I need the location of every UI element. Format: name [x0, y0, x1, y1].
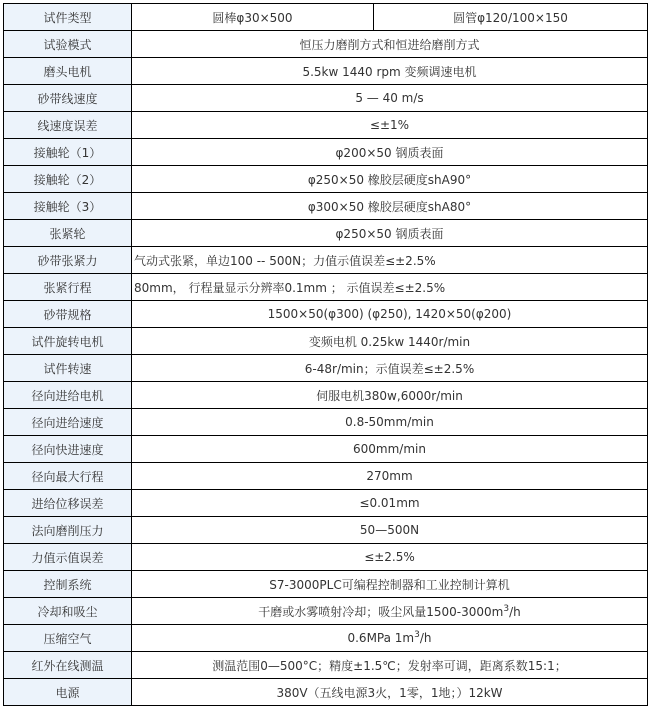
row-value-text: 80mm， 行程量显示分辨率0.1mm ； 示值误差≤±2.5%	[134, 280, 446, 295]
row-value	[132, 679, 648, 706]
row-value-text: ≤±1%	[369, 118, 410, 132]
table-row	[4, 301, 648, 328]
row-value	[132, 490, 648, 517]
row-label: 试验模式	[4, 31, 132, 58]
row-value	[132, 247, 648, 274]
row-value	[132, 652, 648, 679]
row-label: 试件类型	[4, 4, 132, 31]
row-value	[132, 625, 648, 652]
row-value-text: S7-3000PLC可编程控制器和工业控制计算机	[269, 577, 510, 592]
row-value	[132, 355, 648, 382]
table-row	[4, 328, 648, 355]
row-value	[132, 139, 648, 166]
row-value	[132, 301, 648, 328]
table-row	[4, 58, 648, 85]
row-value-text: 干磨或水雾喷射冷却；吸尘风量1500-3000m	[258, 604, 504, 619]
row-label: 张紧轮	[4, 220, 132, 247]
row-value-text: 380V（五线电源3火，1零，1地；）12kW	[276, 685, 503, 700]
row-label: 砂带张紧力	[4, 247, 132, 274]
row-value	[132, 328, 648, 355]
table-row	[4, 112, 648, 139]
row-label: 砂带线速度	[4, 85, 132, 112]
table-row	[4, 274, 648, 301]
row-label: 红外在线测温	[4, 652, 132, 679]
row-value-text: 6-48r/min；示值误差≤±2.5%	[304, 361, 475, 376]
row-label: 径向最大行程	[4, 463, 132, 490]
row-label: 法向磨削压力	[4, 517, 132, 544]
row-value-text: 测温范围0—500°C；精度±1.5℃；发射率可调，距离系数15:1；	[212, 658, 567, 673]
row-value-text: 气动式张紧，单边100 -- 500N；力值示值误差≤±2.5%	[134, 253, 436, 268]
row-label: 接触轮（1）	[4, 139, 132, 166]
row-value-text: 变频电机 0.25kw 1440r/min	[308, 334, 471, 349]
row-value-text: 5.5kw 1440 rpm 变频调速电机	[302, 64, 477, 79]
row-value-text: 50—500N	[359, 523, 420, 537]
table-row	[4, 544, 648, 571]
row-label: 径向进给速度	[4, 409, 132, 436]
row-label: 线速度误差	[4, 112, 132, 139]
row-value-text: ≤±2.5%	[364, 550, 415, 564]
table-row	[4, 625, 648, 652]
row-label: 进给位移误差	[4, 490, 132, 517]
row-label: 力值示值误差	[4, 544, 132, 571]
table-row	[4, 598, 648, 625]
row-value-text: 270mm	[366, 469, 413, 483]
row-label: 砂带规格	[4, 301, 132, 328]
row-value-text: 1500×50(φ300) (φ250), 1420×50(φ200)	[267, 307, 512, 321]
row-value	[132, 193, 648, 220]
row-value-text: 600mm/min	[353, 442, 426, 456]
table-row	[4, 571, 648, 598]
table-row	[4, 247, 648, 274]
unit-suffix: /h	[509, 604, 521, 619]
table-row	[4, 355, 648, 382]
row-value-text: 5 — 40 m/s	[355, 91, 424, 105]
row-value	[132, 112, 648, 139]
table-row	[4, 31, 648, 58]
row-value	[132, 544, 648, 571]
row-value	[132, 436, 648, 463]
row-value-text: φ250×50 钢质表面	[335, 226, 444, 241]
row-value-text: φ300×50 橡胶层硬度shA80°	[307, 199, 472, 214]
table-row	[4, 382, 648, 409]
spec-table	[3, 3, 648, 706]
row-value-text: ≤0.01mm	[359, 496, 420, 510]
table-row	[4, 220, 648, 247]
table-row	[4, 85, 648, 112]
row-label: 张紧行程	[4, 274, 132, 301]
table-row	[4, 463, 648, 490]
row-value-text: φ200×50 钢质表面	[335, 145, 444, 160]
row-value	[132, 463, 648, 490]
row-label: 控制系统	[4, 571, 132, 598]
row-value-text: 恒压力磨削方式和恒进给磨削方式	[299, 37, 480, 52]
superscript-exponent: 3	[414, 630, 420, 640]
row-value	[132, 382, 648, 409]
row-value	[132, 409, 648, 436]
row-label: 试件转速	[4, 355, 132, 382]
table-row	[4, 139, 648, 166]
row-value-text: φ250×50 橡胶层硬度shA90°	[307, 172, 472, 187]
row-label: 接触轮（2）	[4, 166, 132, 193]
row-label: 试件旋转电机	[4, 328, 132, 355]
specimen-type-rod: 圆棒φ30×500	[132, 4, 374, 31]
table-row	[4, 679, 648, 706]
unit-suffix: /h	[419, 631, 432, 645]
row-value-text: 0.6MPa 1m	[347, 631, 415, 645]
table-row	[4, 409, 648, 436]
row-value	[132, 220, 648, 247]
row-value	[132, 571, 648, 598]
spec-table-body	[4, 4, 648, 706]
table-row	[4, 166, 648, 193]
row-value	[132, 517, 648, 544]
table-row	[4, 193, 648, 220]
row-value	[132, 274, 648, 301]
table-row	[4, 436, 648, 463]
row-label: 磨头电机	[4, 58, 132, 85]
superscript-exponent: 3	[503, 603, 510, 614]
row-value	[132, 31, 648, 58]
table-row	[4, 517, 648, 544]
row-value-text: 0.8-50mm/min	[345, 415, 434, 429]
row-label: 接触轮（3）	[4, 193, 132, 220]
row-value	[132, 85, 648, 112]
table-row	[4, 652, 648, 679]
row-label: 电源	[4, 679, 132, 706]
row-label: 冷却和吸尘	[4, 598, 132, 625]
specimen-type-tube: 圆管φ120/100×150	[374, 4, 648, 31]
table-row-header	[4, 4, 648, 31]
row-value-text: 伺服电机380w,6000r/min	[316, 388, 463, 403]
row-label: 径向快进速度	[4, 436, 132, 463]
row-label: 压缩空气	[4, 625, 132, 652]
row-value	[132, 166, 648, 193]
table-row	[4, 490, 648, 517]
row-value	[132, 58, 648, 85]
row-value	[132, 598, 648, 625]
row-label: 径向进给电机	[4, 382, 132, 409]
